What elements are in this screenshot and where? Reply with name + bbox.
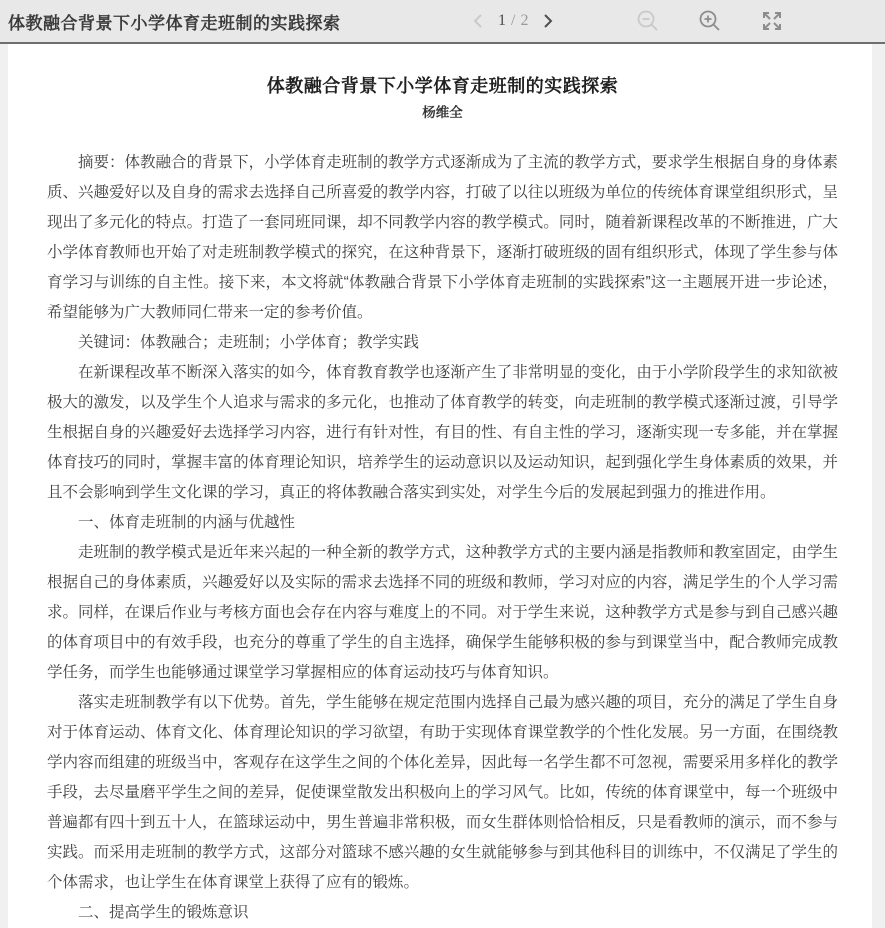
- next-page-button[interactable]: [538, 0, 558, 42]
- total-page-count: 2: [520, 12, 529, 29]
- page-navigation: [468, 0, 558, 42]
- page-separator: /: [511, 12, 516, 29]
- page-title: 体教融合背景下小学体育走班制的实践探索: [266, 76, 619, 96]
- magnifier-plus-icon: [697, 8, 723, 34]
- pdf-viewer-toolbar: [0, 0, 885, 44]
- chevron-right-icon: [540, 12, 556, 30]
- zoom-out-button[interactable]: [634, 0, 662, 42]
- fullscreen-button[interactable]: [758, 0, 786, 42]
- toolbar-document-title: 体教融合背景下小学体育走班制的实践探索: [8, 13, 341, 33]
- document-author: 杨维全: [422, 105, 463, 120]
- current-page-number: 1: [498, 12, 506, 29]
- prev-page-button[interactable]: [468, 0, 488, 42]
- zoom-in-button[interactable]: [696, 0, 724, 42]
- chevron-left-icon: [470, 12, 486, 30]
- keywords-paragraph: 关键词：体教融合；走班制；小学体育；教学实践: [78, 334, 420, 351]
- doc-paragraph: 走班制的教学模式是近年来兴起的一种全新的教学方式，这种教学方式的主要内涵是指教师和教室固定，由学生根据自己的身体素质，兴趣爱好以及实际的需求去选择不同的班级和教师，学习对应的内容，满足学生的个人学习需求。同样，在课后作业与考核方面也会存在内容与难度上的不同。对于学生来说，这种教学方式是参与到自己感兴趣的体育项目中的有效手段，也充分的尊重了学生的自主选择，确保学生能够积极的参与到课堂当中，配合教师完成教学任务，而学生也能够通过课堂学习掌握相应的体育运动技巧与体育知识。: [47, 544, 838, 681]
- magnifier-minus-icon: [635, 8, 661, 34]
- abstract-paragraph: 摘要：体教融合的背景下，小学体育走班制的教学方式逐渐成为了主流的教学方式，要求学生根据自身的身体素质、兴趣爱好以及自身的需求去选择自己所喜爱的教学内容，打破了以往以班级为单位的传统体育课堂组织形式，呈现出了多元化的特点。打造了一套同班同课，却不同教学内容的教学模式。同时，随着新课程改革的不断推进，广大小学体育教师也开始了对走班制教学模式的探究，在这种背景下，逐渐打破班级的固有组织形式，体现了学生参与体育学习与训练的自主性。接下来，本文将就“体教融合背景下小学体育走班制的实践探索”这一主题展开进一步论述，希望能够为广大教师同仁带来一定的参考价值。: [47, 154, 838, 321]
- pdf-page: [8, 44, 872, 928]
- doc-section-heading: 二、提高学生的锻炼意识: [78, 904, 249, 921]
- doc-section-heading: 一、体育走班制的内涵与优越性: [78, 514, 296, 531]
- doc-paragraph: 在新课程改革不断深入落实的如今，体育教育教学也逐渐产生了非常明显的变化，由于小学阶段学生的求知欲被极大的激发，以及学生个人追求与需求的多元化，也推动了体育教学的转变，向走班制的教学模式逐渐过渡，引导学生根据自身的兴趣爱好去选择学习内容，进行有针对性，有目的性、有自主性的学习，逐渐实现一专多能，并在掌握体育技巧的同时，掌握丰富的体育理论知识，培养学生的运动意识以及运动知识，起到强化学生身体素质的效果，并且不会影响到学生文化课的学习，真正的将体教融合落实到实处，对学生今后的发展起到强力的推进作用。: [47, 364, 838, 501]
- document-viewer[interactable]: [0, 44, 885, 928]
- zoom-tools: [634, 0, 786, 42]
- document-body: [47, 148, 838, 928]
- expand-arrows-icon: [760, 9, 784, 33]
- page-indicator: [498, 12, 528, 30]
- doc-paragraph: 落实走班制教学有以下优势。首先，学生能够在规定范围内选择自己最为感兴趣的项目，充分的满足了学生自身对于体育运动、体育文化、体育理论知识的学习欲望，有助于实现体育课堂教学的个性化发展。另一方面，在围绕教学内容而组建的班级当中，客观存在这学生之间的个体化差异，因此每一名学生都不可忽视，需要采用多样化的教学手段，去尽量磨平学生之间的差异，促使课堂散发出积极向上的学习风气。比如，传统的体育课堂中，每一个班级中普遍都有四十到五十人，在篮球运动中，男生普遍非常积极，而女生群体则恰恰相反，只是看教师的演示，而不参与实践。而采用走班制的教学方式，这部分对篮球不感兴趣的女生就能够参与到其他科目的训练中，不仅满足了学生的个体需求，也让学生在体育课堂上获得了应有的锻炼。: [47, 694, 838, 891]
